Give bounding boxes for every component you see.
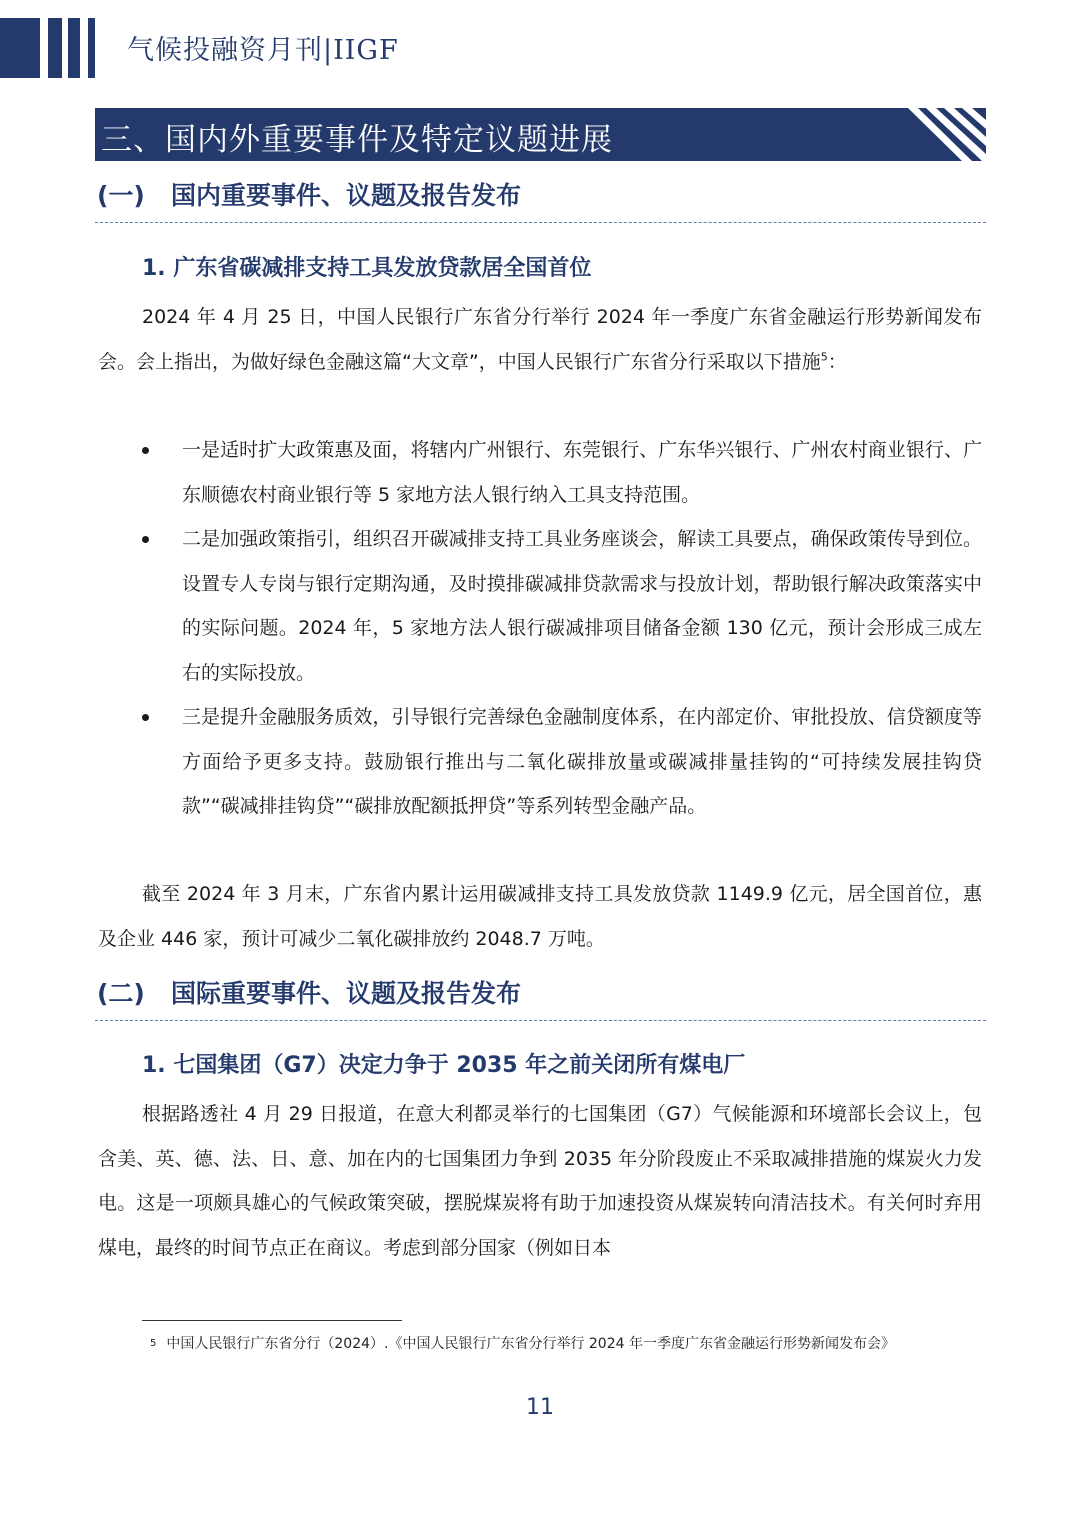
publication-title: 气候投融资月刊|IIGF [127,35,399,66]
intro-text: 2024 年 4 月 25 日，中国人民银行广东省分行举行 2024 年一季度广东省金融运行形势新闻发布会。会上指出，为做好绿色金融这篇“大文章”，中国人民银行广东省分行采取以下措施 [98,306,982,373]
bullet-icon [142,447,149,454]
divider [95,1020,986,1021]
paragraph-g7: 根据路透社 4 月 29 日报道，在意大利都灵举行的七国集团（G7）气候能源和环境部长会议上，包含美、英、德、法、日、意、加在内的七国集团力争到 2035 年分阶段废止不采取减排措施的煤炭火力发电。这是一项颇具雄心的气候政策突破，摆脱煤炭将有助于加速投资从煤炭转向清洁技术。有关何时弃用煤电，最终的时间节点正在商议。考虑到部分国家（例如日本 [98,1103,982,1259]
footnote-text: 中国人民银行广东省分行（2024）.《中国人民银行广东省分行举行 2024 年一季度广东省金融运行形势新闻发布会》 [166,1336,895,1352]
bullet-icon [142,536,149,543]
item-heading: 1. 广东省碳减排支持工具发放贷款居全国首位 [142,256,592,281]
banner-stripes-icon [906,108,986,161]
subsection-title: 国际重要事件、议题及报告发布 [171,979,522,1008]
list-item [142,695,982,829]
list-item [142,517,982,695]
paragraph-conclusion: 截至 2024 年 3 月末，广东省内累计运用碳减排支持工具发放贷款 1149.9 亿元，居全国首位，惠及企业 446 家，预计可减少二氧化碳排放约 2048.7 万吨。 [98,883,982,950]
subsection-number: (一) [97,181,145,210]
header-decoration-bars [0,18,100,78]
subsection-heading-international [97,974,521,1010]
section-title: 三、国内外重要事件及特定议题进展 [101,122,613,158]
section-banner [95,108,986,161]
item-heading: 1. 七国集团（G7）决定力争于 2035 年之前关闭所有煤电厂 [142,1053,746,1078]
footnote [120,1330,980,1358]
list-item [142,428,982,517]
paragraph-intro [98,295,982,384]
intro-end: ： [827,350,847,373]
subsection-title: 国内重要事件、议题及报告发布 [171,181,522,210]
bullet-icon [142,714,149,721]
subsection-heading-domestic [97,176,521,212]
subsection-number: (二) [97,979,145,1008]
bullet-text: 三是提升金融服务质效，引导银行完善绿色金融制度体系，在内部定价、审批投放、信贷额度等方面给予更多支持。鼓励银行推出与二氧化碳排放量或碳减排量挂钩的“可持续发展挂钩贷款”“碳减排挂钩贷”“碳排放配额抵押贷”等系列转型金融产品。 [182,706,982,817]
divider [95,222,986,223]
page-number: 11 [526,1395,554,1420]
bullet-list [142,428,982,829]
footnote-mark: 5 [150,1338,157,1349]
footnote-ref: 5 [820,350,828,364]
bullet-text: 二是加强政策指引，组织召开碳减排支持工具业务座谈会，解读工具要点，确保政策传导到位。设置专人专岗与银行定期沟通，及时摸排碳减排贷款需求与投放计划，帮助银行解决政策落实中的实际问题。2024 年，5 家地方法人银行碳减排项目储备金额 130 亿元，预计会形成三成左右的实际投放。 [182,528,982,684]
bullet-text: 一是适时扩大政策惠及面，将辖内广州银行、东莞银行、广东华兴银行、广州农村商业银行、广东顺德农村商业银行等 5 家地方法人银行纳入工具支持范围。 [182,439,982,506]
footnote-rule [142,1320,402,1321]
